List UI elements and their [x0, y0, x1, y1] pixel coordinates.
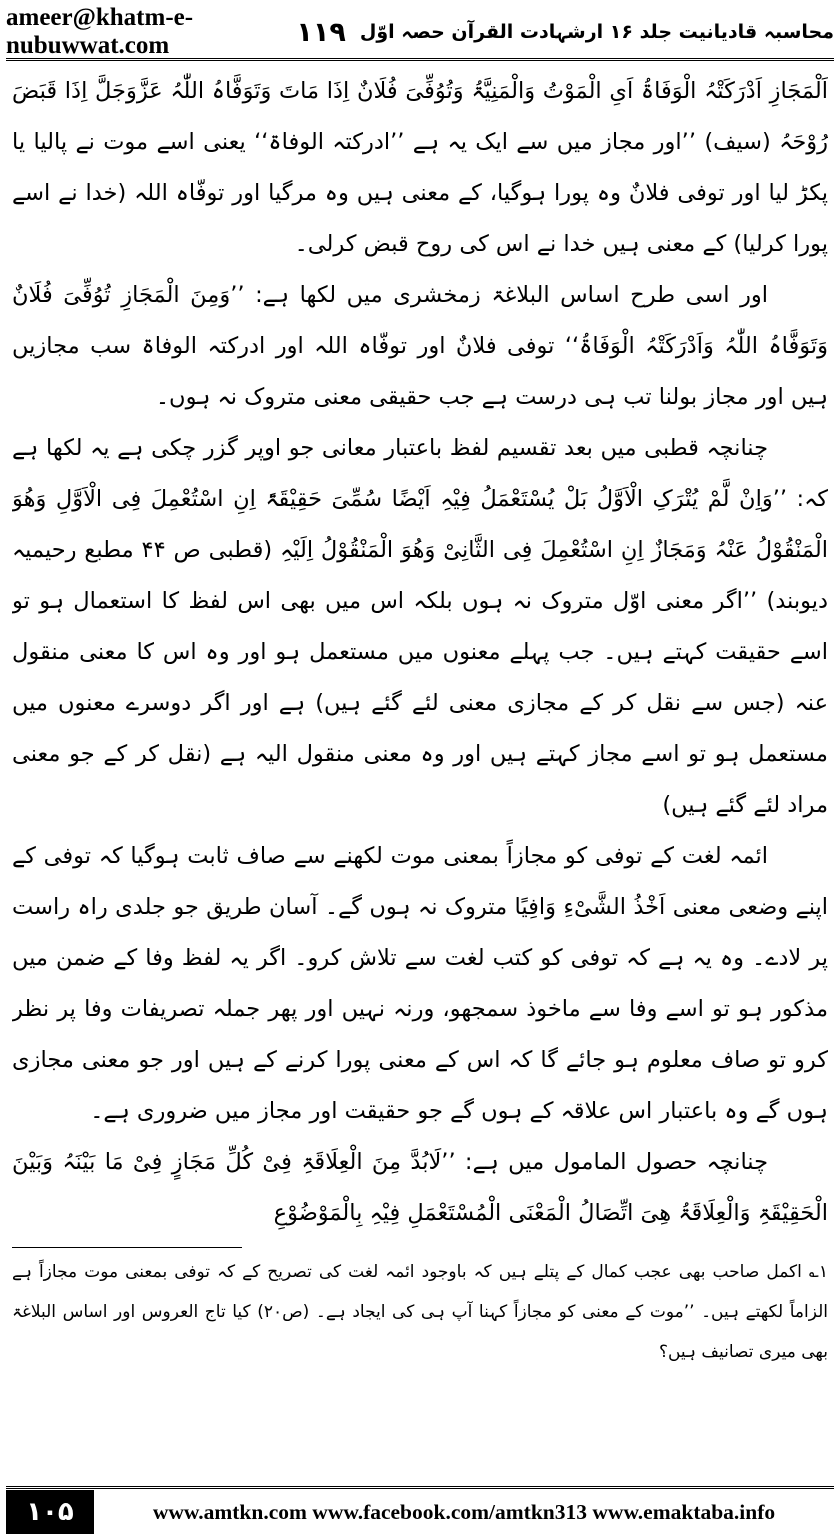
page-header	[6, 6, 834, 61]
footer-links[interactable]: www.amtkn.com www.facebook.com/amtkn313 www.emaktaba.info	[152, 1499, 776, 1524]
paragraph-4: ائمہ لغت کے توفی کو مجازاً بمعنی موت لکھنے سے صاف ثابت ہوگیا کہ توفی کے اپنے وضعی معنی اَخْذُ الشَّیْءِ وَافِیًا متروک نہ ہوں گے۔ آسان طریق جو جلدی راہ راست پر لادے۔ وہ یہ ہے کہ توفی کو کتب لغت سے تلاش کرو۔ اگر یہ لفظ وفا کے ضمن میں مذکور ہو تو اسے وفا سے ماخوذ سمجھو، ورنہ نہیں اور پھر جملہ تصریفات وفا پر نظر کرو تو صاف معلوم ہو جائے گا کہ اس کے معنی پورا کرنے کے ہیں اور جو معنی مجازی ہوں گے وہ باعتبار اس علاقہ کے ہوں گے جو حقیقت اور مجاز میں ضروری ہے۔	[12, 843, 828, 1124]
paragraph-5: چنانچہ حصول المامول میں ہے: ’’لَابُدَّ مِنَ الْعِلَاقَۃِ فِیْ کُلِّ مَجَازٍ فِیْ مَا بَیْنَہُ وَبَیْنَ الْحَقِیْقَۃِ وَالْعِلَاقَۃُ ھِیَ اتِّصَالُ الْمَعْنَی الْمُسْتَعْمَلِ فِیْہِ بِالْمَوْضُوْعِ	[12, 1149, 828, 1226]
paragraph-2: اور اسی طرح اساس البلاغۃ زمخشری میں لکھا ہے: ’’وَمِنَ الْمَجَازِ تُوُفِّیَ فُلَانٌ وَتَوَفَّاہُ اللّٰہُ وَاَدْرَکَتْہُ الْوَفَاۃُ‘‘ توفی فلانٌ اور توفّاہ اللہ اور ادرکتہ الوفاۃ سب مجازیں ہیں اور مجاز بولنا تب ہی درست ہے جب حقیقی معنی متروک نہ ہوں۔	[12, 282, 828, 410]
footnote: ۱؎ اکمل صاحب بھی عجب کمال کے پتلے ہیں کہ باوجود ائمہ لغت کی تصریح کے کہ توفی بمعنی موت مجازاً ہے الزاماً لکھتے ہیں۔ ’’موت کے معنی کو مجازاً کہنا آپ ہی کی ایجاد ہے۔ (ص۲۰) کیا تاج العروس اور اساس البلاغۃ بھی میری تصانیف ہیں؟	[12, 1262, 828, 1362]
footer-page-number: ۱۰۵	[6, 1490, 94, 1534]
paragraph-3: چنانچہ قطبی میں بعد تقسیم لفظ باعتبار معانی جو اوپر گزر چکی ہے یہ لکھا ہے کہ: ’’وَاِنْ لَّمْ یُتْرَکِ الْاَوَّلُ بَلْ یُسْتَعْمَلُ فِیْہِ اَیْضًا سُمِّیَ حَقِیْقَۃً اِنِ اسْتُعْمِلَ فِی الْاَوَّلِ وَھُوَ الْمَنْقُوْلُ عَنْہُ وَمَجَازٌ اِنِ اسْتُعْمِلَ فِی الثَّانِیْ وَھُوَ الْمَنْقُوْلُ اِلَیْہِ (قطبی ص ۴۴ مطبع رحیمیہ دیوبند) ’’اگر معنی اوّل متروک نہ ہوں بلکہ اس میں بھی اس لفظ کا استعمال ہو تو اسے حقیقت کہتے ہیں۔ جب پہلے معنوں میں مستعمل ہو اور وہ اس کا معنی منقول عنہ (جس سے نقل کر کے مجازی معنی لئے گئے ہیں) ہے اور اگر دوسرے معنوں میں مستعمل ہو تو اسے مجاز کہتے ہیں اور وہ معنی منقول الیہ ہے (نقل کر کے جو معنی مراد لئے گئے ہیں)	[12, 435, 828, 818]
header-page-number: ۱۱۹	[296, 16, 346, 48]
book-title: محاسبہ قادیانیت جلد ۱۶ ارشہادت القرآن حصہ اوّل	[359, 21, 834, 43]
page-footer	[6, 1486, 834, 1535]
paragraph-1: اَلْمَجَازِ اَدْرَکَتْہُ الْوَفَاۃُ اَیِ الْمَوْتُ وَالْمَنِیَّۃُ وَتُوُفِّیَ فُلَانٌ اِذَا مَاتَ وَتَوَفَّاہُ اللّٰہُ عَزَّوَجَلَّ اِذَا قَبَضَ رُوْحَہُ (سیف) ’’اور مجاز میں سے ایک یہ ہے ’’ادرکتہ الوفاۃ‘‘ یعنی اسے موت نے پالیا یا پکڑ لیا اور توفی فلانٌ وہ پورا ہوگیا، کے معنی ہیں وہ مرگیا اور توفّاہ اللہ (خدا نے اسے پورا کرلیا) کے معنی ہیں خدا نے اس کی روح قبض کرلی۔	[12, 78, 828, 257]
header-right	[282, 17, 834, 48]
header-email[interactable]: ameer@khatm-e-nubuwwat.com	[6, 4, 194, 59]
page-body	[12, 66, 828, 1430]
footnote-divider	[12, 1247, 242, 1248]
